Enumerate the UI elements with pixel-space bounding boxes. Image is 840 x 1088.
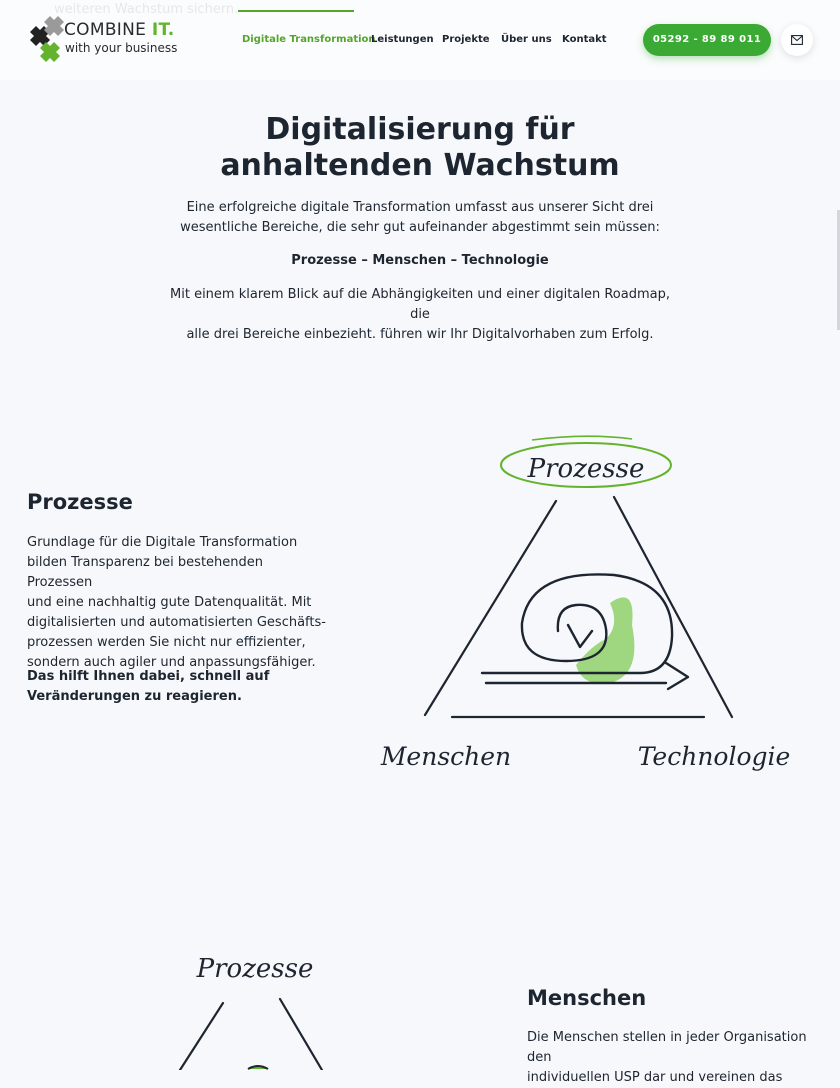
section-title-menschen: Menschen bbox=[527, 986, 647, 1010]
section-text-prozesse bbox=[27, 533, 327, 673]
active-nav-indicator bbox=[238, 10, 354, 12]
highlight-stroke bbox=[532, 436, 632, 440]
intro-line: alle drei Bereiche einbezieht. führen wir Ihr Digitalvorhaben zum Erfolg. bbox=[186, 327, 654, 342]
nav-item-digitale-transformation[interactable]: Digitale Transformation bbox=[242, 34, 376, 45]
text-line: individuellen USP dar und vereinen das bbox=[527, 1070, 783, 1085]
intro-line: Mit einem klarem Blick auf die Abhängigkeiten und einer digitalen Roadmap, die bbox=[170, 287, 670, 322]
intro-paragraph-2 bbox=[170, 285, 670, 345]
triangle-diagram-prozesse bbox=[370, 425, 810, 785]
mail-button[interactable] bbox=[781, 24, 813, 56]
diagram-label-prozesse-2: Prozesse bbox=[196, 954, 314, 984]
triangle-left-side bbox=[180, 1003, 223, 1070]
triangle-right-side bbox=[280, 999, 322, 1070]
nav-item-leistungen[interactable]: Leistungen bbox=[371, 34, 434, 45]
text-line: bilden Transparenz bei bestehenden Prozessen bbox=[27, 555, 263, 590]
intro-keywords: Prozesse – Menschen – Technologie bbox=[291, 253, 549, 268]
text-line: Das hilft Ihnen dabei, schnell auf bbox=[27, 669, 270, 684]
text-line: Grundlage für die Digitale Transformation bbox=[27, 535, 298, 550]
brand-name-part: COMBINE bbox=[64, 20, 152, 40]
title-line: anhaltenden Wachstum bbox=[220, 148, 620, 183]
diagram-label-prozesse: Prozesse bbox=[527, 454, 645, 484]
section-text-menschen bbox=[527, 1028, 827, 1088]
arrow-head-icon bbox=[666, 663, 688, 689]
phone-button[interactable]: 05292 - 89 89 011 bbox=[643, 24, 771, 56]
nav-item-kontakt[interactable]: Kontakt bbox=[562, 34, 607, 45]
text-line: Die Menschen stellen in jeder Organisation den bbox=[527, 1030, 807, 1065]
spiral-fragment bbox=[248, 1066, 268, 1069]
diagram-label-menschen: Menschen bbox=[380, 742, 512, 771]
section-highlight-prozesse bbox=[27, 667, 327, 707]
title-line: Digitalisierung für bbox=[265, 112, 575, 147]
text-line: digitalisierten und automatisierten Geschäfts- bbox=[27, 615, 326, 630]
nav-item-ueber-uns[interactable]: Über uns bbox=[501, 34, 552, 45]
diagram-label-technologie: Technologie bbox=[637, 742, 791, 771]
intro-paragraph bbox=[170, 198, 670, 238]
text-line: Veränderungen zu reagieren. bbox=[27, 689, 242, 704]
spiral-path bbox=[482, 574, 672, 673]
text-line: und eine nachhaltig gute Datenqualität. Mit bbox=[27, 595, 312, 610]
intro-line: wesentliche Bereiche, die sehr gut aufeinander abgestimmt sein müssen: bbox=[180, 220, 660, 235]
page-title bbox=[160, 112, 680, 184]
brand-name-accent: IT. bbox=[151, 20, 175, 40]
intro-line: Eine erfolgreiche digitale Transformation umfasst aus unserer Sicht drei bbox=[186, 200, 654, 215]
site-header bbox=[0, 0, 840, 80]
mail-icon bbox=[791, 35, 803, 45]
section-title-prozesse: Prozesse bbox=[27, 490, 133, 514]
brand-tagline: with your business bbox=[65, 41, 178, 55]
text-line: sondern auch agiler und anpassungsfähiger. bbox=[27, 655, 316, 670]
nav-item-projekte[interactable]: Projekte bbox=[442, 34, 490, 45]
triangle-diagram-menschen bbox=[150, 945, 370, 1070]
text-line: prozessen werden Sie nicht nur effizienter, bbox=[27, 635, 306, 650]
spiral-arrow-head-icon bbox=[568, 625, 592, 647]
